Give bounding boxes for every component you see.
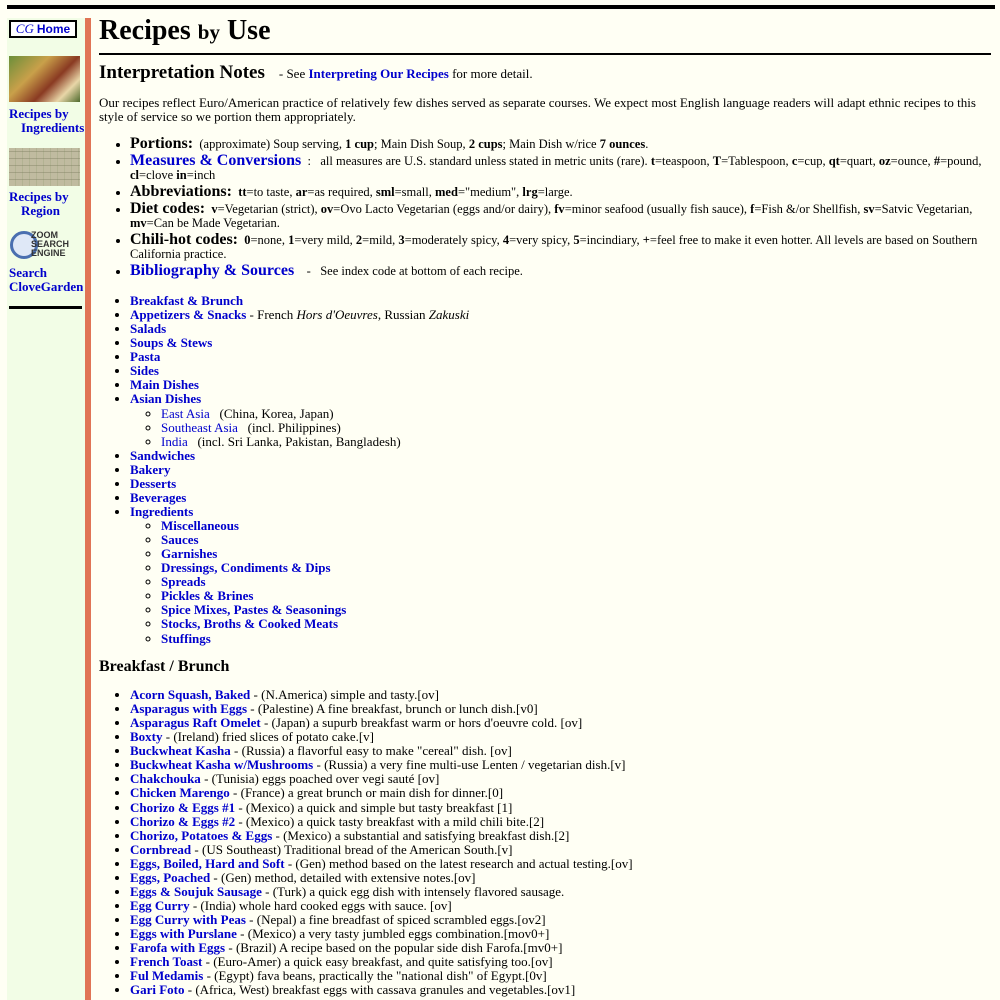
notes-heading-text: Interpretation Notes	[99, 62, 265, 83]
title-use: Use	[226, 15, 271, 46]
recipe-item	[130, 969, 985, 983]
category-link-sandwiches[interactable]: Sandwiches	[130, 447, 196, 463]
category-link-breakfast-brunch[interactable]: Breakfast & Brunch	[130, 293, 244, 308]
engine-word: ENGINE	[31, 248, 66, 258]
recipe-description: - (Mexico) a quick and simple but tasty breakfast [1]	[235, 799, 513, 815]
category-item	[130, 294, 469, 308]
recipe-link-asparagus-raft-omelet[interactable]: Asparagus Raft Omelet	[130, 715, 261, 731]
subcategory-link-southeast-asia[interactable]: Southeast Asia	[161, 419, 238, 435]
world-map-thumbnail[interactable]	[9, 148, 80, 186]
category-list	[130, 294, 469, 646]
subcategory-link-garnishes[interactable]: Garnishes	[161, 546, 218, 562]
note-bullet-abbreviations	[130, 185, 985, 199]
subcategory-link-india[interactable]: India	[161, 433, 188, 449]
recipe-list	[130, 688, 985, 997]
recipe-item	[130, 913, 985, 927]
recipe-link-buckwheat-kasha[interactable]: Buckwheat Kasha	[130, 743, 231, 759]
subcategory-note: (China, Korea, Japan)	[209, 405, 334, 421]
sidebar-stripe	[85, 18, 91, 1000]
category-item	[130, 463, 469, 477]
category-link-soups-stews[interactable]: Soups & Stews	[130, 335, 213, 351]
note-label-diet-codes: Diet codes:	[130, 200, 206, 217]
recipe-item	[130, 843, 985, 857]
recipe-description: - (Brazil) A recipe based on the popular side dish Farofa.[mv0+]	[225, 940, 563, 956]
recipe-link-chorizo-eggs-2[interactable]: Chorizo & Eggs #2	[130, 813, 236, 829]
subcategory-item	[161, 589, 469, 603]
recipe-item	[130, 744, 985, 758]
subcategory-link-stuffings[interactable]: Stuffings	[161, 630, 211, 646]
interpretation-notes-heading	[99, 62, 533, 84]
search-clovegarden-link[interactable]	[9, 266, 83, 294]
recipe-link-buckwheat-kasha-w-mushrooms[interactable]: Buckwheat Kasha w/Mushrooms	[130, 757, 314, 773]
category-item	[130, 378, 469, 392]
interpreting-recipes-link[interactable]: Interpreting Our Recipes	[308, 66, 449, 81]
note-label-portions: Portions:	[130, 135, 194, 152]
title-by: by	[197, 20, 220, 44]
subcategory-item	[161, 617, 469, 631]
recipe-description: - (Gen) method based on the latest research and actual testing.[ov]	[284, 855, 633, 871]
recipe-link-french-toast[interactable]: French Toast	[130, 954, 203, 970]
category-item	[130, 491, 469, 505]
subcategory-item	[161, 603, 469, 617]
recipe-item	[130, 857, 985, 871]
subcategory-list	[130, 519, 469, 646]
note-bullet-chili-hot-codes	[130, 233, 985, 261]
category-link-desserts[interactable]: Desserts	[130, 475, 177, 491]
search-word: SEARCH	[31, 239, 70, 249]
region-link-line1[interactable]: Recipes by	[9, 189, 69, 204]
note-text: tt=to taste, ar=as required, sml=small, med="medium", lrg=large.	[238, 185, 573, 199]
region-link-line2[interactable]: Region	[21, 203, 60, 218]
recipe-item	[130, 815, 985, 829]
recipe-item	[130, 941, 985, 955]
recipe-item	[130, 927, 985, 941]
subcategory-item	[161, 632, 469, 646]
cg-logo: CG	[15, 21, 34, 36]
recipes-by-region-link[interactable]	[9, 190, 69, 218]
recipe-link-egg-curry-with-peas[interactable]: Egg Curry with Peas	[130, 912, 246, 927]
subcategory-link-sauces[interactable]: Sauces	[161, 532, 199, 548]
see-prefix: - See	[278, 66, 306, 81]
note-bullet-diet-codes	[130, 202, 985, 230]
category-item	[130, 449, 469, 463]
recipe-description: - (Ireland) fried slices of potato cake.[v]	[162, 729, 375, 745]
recipe-item	[130, 829, 985, 843]
recipe-link-ful-medamis[interactable]: Ful Medamis	[130, 968, 204, 984]
note-bullet-measures-conversions	[130, 154, 985, 182]
subcategory-item	[161, 533, 469, 547]
recipe-item	[130, 688, 985, 702]
note-text: - See index code at bottom of each recipe.	[294, 264, 523, 278]
note-label-bibliography-sources[interactable]: Bibliography & Sources	[130, 262, 295, 279]
subcategory-note: (incl. Sri Lanka, Pakistan, Bangladesh)	[187, 433, 401, 449]
recipe-link-acorn-squash-baked[interactable]: Acorn Squash, Baked	[130, 687, 251, 702]
zoom-search-engine-logo[interactable]	[31, 231, 69, 258]
category-item	[130, 350, 469, 364]
recipe-link-eggs-boiled-hard-and-soft[interactable]: Eggs, Boiled, Hard and Soft	[130, 855, 285, 871]
sidebar-rule	[9, 306, 82, 309]
subcategory-item	[161, 575, 469, 589]
category-item	[130, 477, 469, 491]
note-text: : all measures are U.S. standard unless stated in metric units (rare). t=teaspoon, T=Tablespoon, c=cup, qt=quart, oz=ounce, #=pound, cl=clove in=inch	[130, 154, 982, 182]
recipe-item	[130, 871, 985, 885]
breakfast-section-heading: Breakfast / Brunch	[99, 658, 230, 675]
subcategory-link-stocks-broths-cooked-meats[interactable]: Stocks, Broths & Cooked Meats	[161, 616, 339, 632]
note-text: 0=none, 1=very mild, 2=mild, 3=moderately spicy, 4=very spicy, 5=incindiary, +=feel free to make it even hotter. All levels are based on Southern California practice.	[130, 233, 978, 261]
recipe-description: - (Gen) method, detailed with extensive notes.[ov]	[210, 869, 476, 885]
subcategory-link-spreads[interactable]: Spreads	[161, 574, 206, 590]
category-link-main-dishes[interactable]: Main Dishes	[130, 377, 199, 393]
recipe-link-farofa-with-eggs[interactable]: Farofa with Eggs	[130, 940, 226, 956]
recipe-item	[130, 983, 985, 997]
recipe-description: - (Euro-Amer) a quick easy breakfast, and quite satisfying too.[ov]	[202, 954, 553, 970]
category-link-asian-dishes[interactable]: Asian Dishes	[130, 391, 202, 407]
category-item	[130, 392, 469, 448]
category-link-ingredients[interactable]: Ingredients	[130, 503, 194, 519]
category-link-bakery[interactable]: Bakery	[130, 461, 171, 477]
recipe-link-gari-foto[interactable]: Gari Foto	[130, 982, 185, 998]
zoom-word: ZOOM	[31, 230, 58, 240]
intro-paragraph: Our recipes reflect Euro/American practice of relatively few dishes served as separate courses. We expect most English language readers will adapt ethnic recipes to this style of service so we portion them appropriately.	[99, 95, 976, 124]
search-link-line2[interactable]: CloveGarden	[9, 279, 84, 294]
home-button[interactable]	[9, 20, 77, 38]
home-label: Home	[36, 22, 71, 36]
recipe-description: - (Turk) a quick egg dish with intensely flavored sausage.	[261, 883, 565, 899]
see-suffix: for more detail.	[452, 66, 533, 81]
subcategory-list	[130, 407, 469, 449]
recipe-description: - (Mexico) a quick tasty breakfast with a mild chili bite.[2]	[235, 813, 545, 829]
recipe-item	[130, 885, 985, 899]
note-label-abbreviations: Abbreviations:	[130, 183, 232, 200]
category-link-sides[interactable]: Sides	[130, 363, 159, 379]
recipe-link-eggs-poached[interactable]: Eggs, Poached	[130, 869, 211, 885]
ingredients-link-line1[interactable]: Recipes by	[9, 106, 69, 121]
subcategory-item	[161, 435, 469, 449]
note-text: v=Vegetarian (strict), ov=Ovo Lacto Vegetarian (eggs and/or dairy), fv=minor seafood (usually fish sauce), f=Fish &/or Shellfish, sv=Satvic Vegetarian, mv=Can be Made Vegetarian.	[130, 202, 973, 230]
subcategory-link-dressings-condiments-dips[interactable]: Dressings, Condiments & Dips	[161, 560, 331, 576]
recipe-item	[130, 716, 985, 730]
recipe-description: - (US Southeast) Traditional bread of the American South.[v]	[191, 841, 513, 857]
recipe-link-chicken-marengo[interactable]: Chicken Marengo	[130, 785, 230, 801]
recipe-item	[130, 702, 985, 716]
recipe-description: - (Egypt) fava beans, practically the "national dish" of Egypt.[0v]	[203, 968, 547, 984]
subcategory-item	[161, 421, 469, 435]
subcategory-link-pickles-brines[interactable]: Pickles & Brines	[161, 588, 254, 604]
subcategory-item	[161, 561, 469, 575]
recipe-description: - (France) a great brunch or main dish for dinner.[0]	[229, 785, 504, 801]
ingredients-thumbnail[interactable]	[9, 56, 80, 102]
category-link-pasta[interactable]: Pasta	[130, 349, 161, 365]
recipe-description: - (Tunisia) eggs poached over vegi sauté [ov]	[200, 771, 440, 787]
category-item	[130, 336, 469, 350]
recipe-description: - (Mexico) a very tasty jumbled eggs combination.[mov0+]	[236, 926, 550, 942]
recipe-description: - (Japan) a supurb breakfast warm or hors d'oeuvre cold. [ov]	[260, 715, 583, 731]
recipe-link-asparagus-with-eggs[interactable]: Asparagus with Eggs	[130, 701, 248, 717]
recipe-link-eggs-with-purslane[interactable]: Eggs with Purslane	[130, 926, 237, 942]
page-title	[99, 15, 271, 47]
recipe-item	[130, 899, 985, 913]
note-text: (approximate) Soup serving, 1 cup; Main Dish Soup, 2 cups; Main Dish w/rice 7 ounces.	[193, 137, 649, 151]
note-bullet-portions	[130, 137, 985, 151]
recipe-item	[130, 801, 985, 815]
recipe-description: - (N.America) simple and tasty.[ov]	[250, 687, 439, 702]
recipe-item	[130, 786, 985, 800]
subcategory-link-east-asia[interactable]: East Asia	[161, 405, 210, 421]
notes-bullet-list	[130, 137, 985, 281]
recipe-description: - (Russia) a very fine multi-use Lenten / vegetarian dish.[v]	[313, 757, 626, 773]
recipe-link-chorizo-eggs-1[interactable]: Chorizo & Eggs #1	[130, 799, 236, 815]
category-link-salads[interactable]: Salads	[130, 321, 167, 337]
recipe-description: - (Africa, West) breakfast eggs with cassava granules and vegetables.[ov1]	[184, 982, 576, 998]
recipe-link-chorizo-potatoes-eggs[interactable]: Chorizo, Potatoes & Eggs	[130, 827, 273, 843]
recipe-link-boxty[interactable]: Boxty	[130, 729, 163, 745]
recipe-item	[130, 772, 985, 786]
recipe-item	[130, 758, 985, 772]
subcategory-item	[161, 547, 469, 561]
category-link-appetizers-snacks[interactable]: Appetizers & Snacks	[130, 307, 247, 323]
subcategory-note: (incl. Philippines)	[237, 419, 341, 435]
recipe-link-chakchouka[interactable]: Chakchouka	[130, 771, 201, 787]
recipe-item	[130, 955, 985, 969]
subcategory-link-miscellaneous[interactable]: Miscellaneous	[161, 518, 239, 533]
subcategory-link-spice-mixes-pastes-seasonings[interactable]: Spice Mixes, Pastes & Seasonings	[161, 602, 347, 618]
category-item	[130, 505, 469, 646]
category-item	[130, 364, 469, 378]
recipe-item	[130, 730, 985, 744]
recipe-link-eggs-soujuk-sausage[interactable]: Eggs & Soujuk Sausage	[130, 883, 262, 899]
recipe-link-cornbread[interactable]: Cornbread	[130, 841, 192, 857]
category-item	[130, 322, 469, 336]
note-bullet-bibliography-sources	[130, 264, 985, 278]
notes-see-text	[276, 66, 533, 81]
recipe-link-egg-curry[interactable]: Egg Curry	[130, 897, 190, 913]
subcategory-item	[161, 519, 469, 533]
recipe-description: - (India) whole hard cooked eggs with sauce. [ov]	[189, 897, 452, 913]
note-label-measures-conversions[interactable]: Measures & Conversions	[130, 152, 302, 169]
note-label-chili-hot-codes: Chili-hot codes:	[130, 231, 238, 248]
recipes-by-ingredients-link[interactable]	[9, 107, 84, 135]
top-rule	[7, 5, 995, 9]
recipe-description: - (Nepal) a fine breadfast of spiced scrambled eggs.[ov2]	[245, 912, 546, 927]
recipe-description: - (Palestine) A fine breakfast, brunch or lunch dish.[v0]	[247, 701, 538, 717]
title-recipes: Recipes	[99, 15, 191, 46]
category-note: - French Hors d'Oeuvres, Russian Zakuski	[246, 307, 470, 323]
recipe-description: - (Russia) a flavorful easy to make "cereal" dish. [ov]	[230, 743, 512, 759]
search-link-line1[interactable]: Search	[9, 265, 48, 280]
category-link-beverages[interactable]: Beverages	[130, 489, 187, 505]
title-rule	[99, 53, 991, 55]
subcategory-item	[161, 407, 469, 421]
recipe-description: - (Mexico) a substantial and satisfying breakfast dish.[2]	[272, 827, 570, 843]
ingredients-link-line2[interactable]: Ingredients	[21, 120, 85, 135]
category-item	[130, 308, 469, 322]
